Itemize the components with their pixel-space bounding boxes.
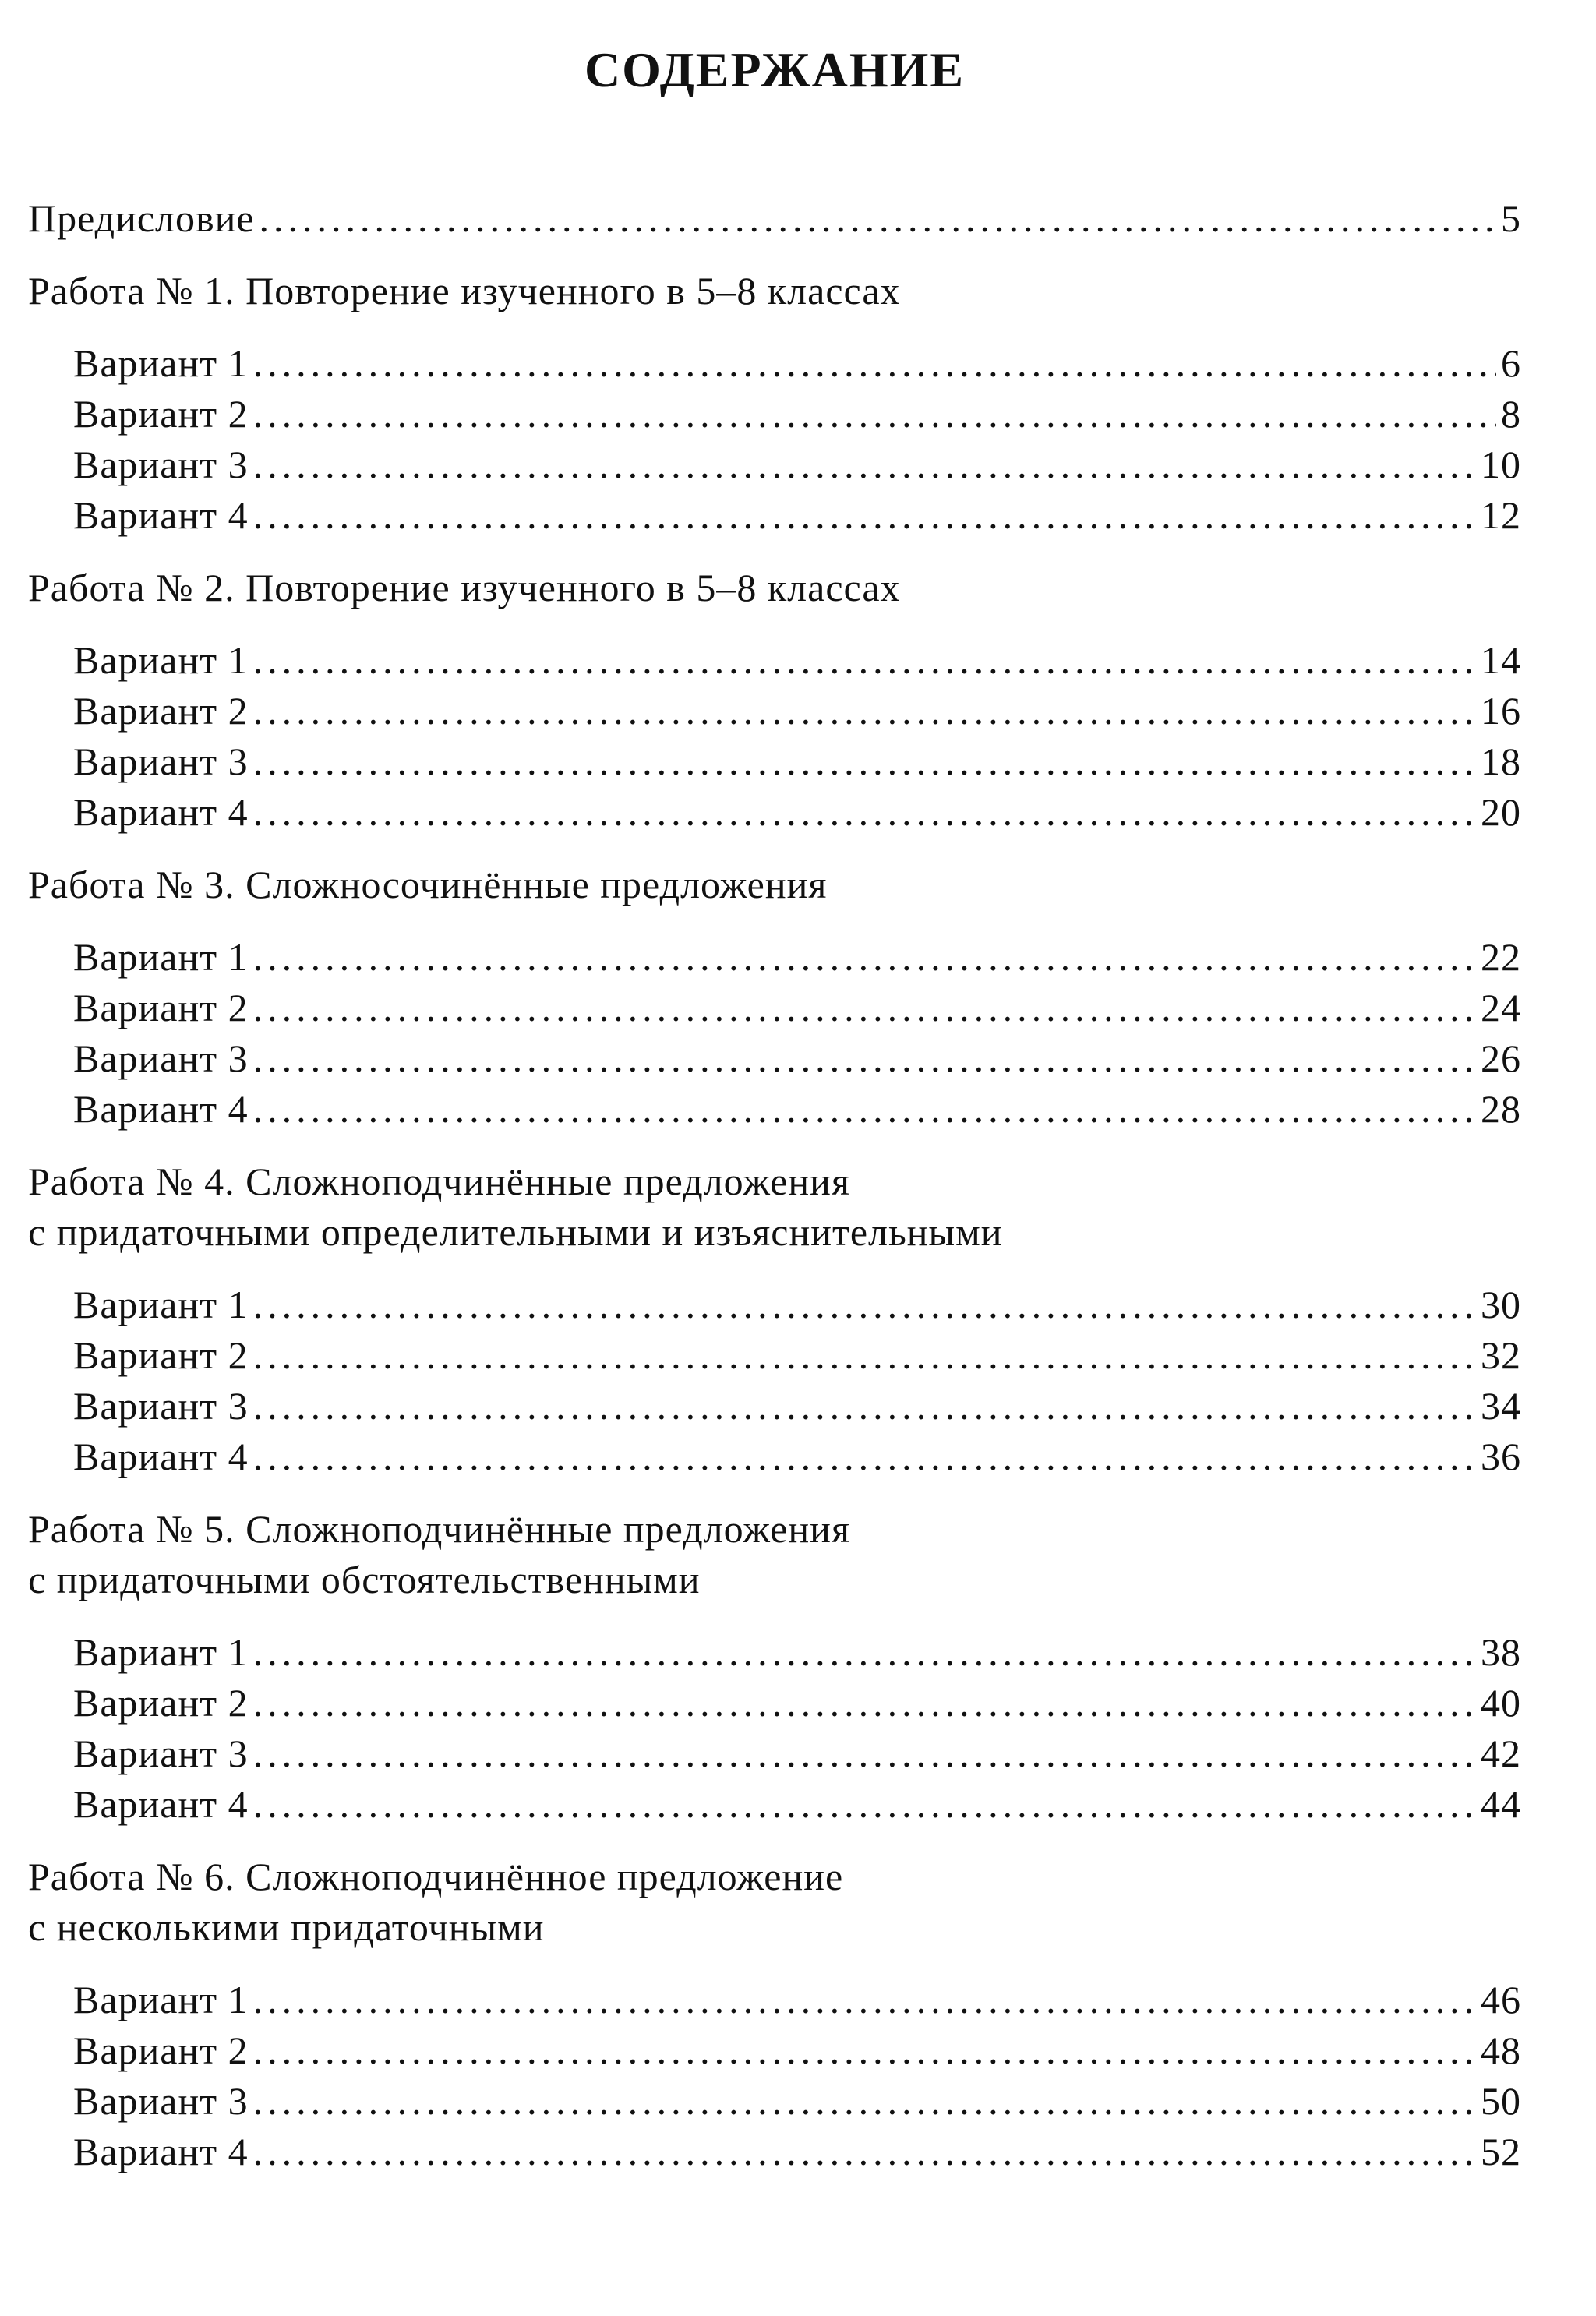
section-title (28, 266, 1521, 316)
section-title (28, 1156, 1521, 1258)
toc-entry-label: Вариант 3 (73, 740, 249, 783)
toc-entry-page: 26 (1481, 1036, 1521, 1080)
dot-leader (253, 1033, 1476, 1084)
dot-leader (253, 1627, 1476, 1678)
dot-leader (253, 1728, 1476, 1779)
dot-leader (253, 338, 1496, 389)
toc-entry-label: Вариант 4 (73, 493, 249, 537)
toc-entry-page: 32 (1481, 1333, 1521, 1377)
toc-entry-page: 46 (1481, 1978, 1521, 2021)
toc-entry-variant (28, 635, 1521, 686)
toc-section-5 (28, 1504, 1521, 1830)
toc-section-6 (28, 1852, 1521, 2177)
toc-section-2 (28, 563, 1521, 838)
dot-leader (253, 932, 1476, 983)
toc-entry-variant (28, 1381, 1521, 1432)
toc-entry-page: 42 (1481, 1732, 1521, 1775)
dot-leader (253, 635, 1476, 686)
toc-entry-variant (28, 1779, 1521, 1830)
toc-entry-label: Вариант 4 (73, 790, 249, 834)
section-title (28, 1852, 1521, 1953)
toc-entry-label: Вариант 2 (73, 1333, 249, 1377)
toc-entry-variant (28, 787, 1521, 838)
toc-entry-variant (28, 1033, 1521, 1084)
toc-entry-variant (28, 1627, 1521, 1678)
toc-entry-page: 44 (1481, 1782, 1521, 1826)
toc-entry-page: 48 (1481, 2028, 1521, 2072)
dot-leader (253, 983, 1476, 1033)
variant-list (28, 1280, 1521, 1482)
dot-leader (253, 2025, 1476, 2076)
toc-section-4 (28, 1156, 1521, 1482)
variant-list (28, 1975, 1521, 2177)
section-title-line: с придаточными обстоятельственными (28, 1558, 701, 1601)
toc-entry-label: Вариант 2 (73, 2028, 249, 2072)
toc-sections (28, 266, 1521, 2177)
toc-entry-variant (28, 2025, 1521, 2076)
toc-entry-page: 28 (1481, 1087, 1521, 1131)
section-title-line: Работа № 4. Сложноподчинённые предложения (28, 1160, 850, 1203)
section-title-line: с несколькими придаточными (28, 1905, 545, 1949)
toc-entry-page: 50 (1481, 2079, 1521, 2123)
toc-entry-label: Вариант 1 (73, 341, 249, 385)
toc-entry-page: 24 (1481, 986, 1521, 1029)
dot-leader (253, 1330, 1476, 1381)
toc-entry-page: 34 (1481, 1384, 1521, 1428)
dot-leader (253, 736, 1476, 787)
dot-leader (253, 2127, 1476, 2177)
toc-entry-label: Вариант 2 (73, 689, 249, 733)
page-title: СОДЕРЖАНИЕ (584, 42, 966, 97)
toc-entry-variant (28, 338, 1521, 389)
toc-section-3 (28, 860, 1521, 1135)
toc-entry-variant (28, 389, 1521, 440)
toc-entry-label: Предисловие (28, 196, 255, 240)
dot-leader (253, 1432, 1476, 1482)
toc-entry-label: Вариант 2 (73, 392, 249, 436)
toc-entry-label: Вариант 4 (73, 2130, 249, 2173)
toc-entry-label: Вариант 3 (73, 1384, 249, 1428)
toc-entry-label: Вариант 4 (73, 1435, 249, 1478)
toc-entry-page: 22 (1481, 935, 1521, 979)
dot-leader (253, 1975, 1476, 2025)
dot-leader (253, 440, 1476, 490)
variant-list (28, 338, 1521, 541)
toc-entry-label: Вариант 4 (73, 1782, 249, 1826)
dot-leader (253, 686, 1476, 736)
toc-entry-label: Вариант 1 (73, 935, 249, 979)
toc-entry-variant (28, 490, 1521, 541)
toc-entry-variant (28, 983, 1521, 1033)
toc-entry-label: Вариант 1 (73, 638, 249, 682)
toc-entry-label: Вариант 1 (73, 1283, 249, 1326)
dot-leader (253, 1084, 1476, 1135)
toc-entry-label: Вариант 3 (73, 443, 249, 486)
toc-entry-variant (28, 932, 1521, 983)
toc-entry-variant (28, 1280, 1521, 1330)
variant-list (28, 1627, 1521, 1830)
toc-entry-variant (28, 736, 1521, 787)
toc-entry-label: Вариант 4 (73, 1087, 249, 1131)
toc-entry-label: Вариант 3 (73, 1732, 249, 1775)
section-title-line: Работа № 5. Сложноподчинённые предложения (28, 1507, 850, 1551)
dot-leader (253, 1779, 1476, 1830)
toc-entry-page: 14 (1481, 638, 1521, 682)
section-title (28, 860, 1521, 910)
toc-entry-variant (28, 1678, 1521, 1728)
section-title-line: Работа № 1. Повторение изученного в 5–8 классах (28, 269, 901, 312)
toc-entry-page: 38 (1481, 1630, 1521, 1674)
toc-entry-label: Вариант 1 (73, 1978, 249, 2021)
dot-leader (253, 1280, 1476, 1330)
toc-entry-variant (28, 1728, 1521, 1779)
section-title (28, 1504, 1521, 1605)
variant-list (28, 635, 1521, 838)
toc-entry-page: 52 (1481, 2130, 1521, 2173)
dot-leader (253, 787, 1476, 838)
toc-entry-label: Вариант 1 (73, 1630, 249, 1674)
section-title-line: Работа № 2. Повторение изученного в 5–8 классах (28, 566, 901, 609)
toc-entry-page: 30 (1481, 1283, 1521, 1326)
dot-leader (253, 2076, 1476, 2127)
toc-entry-page: 16 (1481, 689, 1521, 733)
dot-leader (253, 389, 1496, 440)
toc-entry-variant (28, 2127, 1521, 2177)
section-title-line: с придаточными определительными и изъяснительными (28, 1210, 1003, 1254)
dot-leader (253, 1381, 1476, 1432)
toc-entry-label: Вариант 2 (73, 1681, 249, 1725)
toc-entry-page: 5 (1501, 196, 1521, 240)
toc-entry-variant (28, 1084, 1521, 1135)
toc-entry-label: Вариант 3 (73, 1036, 249, 1080)
toc-entry-page: 6 (1501, 341, 1521, 385)
toc-entry-page: 18 (1481, 740, 1521, 783)
toc-entry-page: 8 (1501, 392, 1521, 436)
toc-entry-page: 10 (1481, 443, 1521, 486)
dot-leader (260, 193, 1496, 244)
toc-entry-variant (28, 2076, 1521, 2127)
toc-section-1 (28, 266, 1521, 541)
toc-entry-label: Вариант 3 (73, 2079, 249, 2123)
toc-entry-variant (28, 1330, 1521, 1381)
dot-leader (253, 1678, 1476, 1728)
toc-entry-page: 40 (1481, 1681, 1521, 1725)
dot-leader (253, 490, 1476, 541)
toc-entry-variant (28, 686, 1521, 736)
toc-entry-variant (28, 1432, 1521, 1482)
section-title-line: Работа № 3. Сложносочинённые предложения (28, 863, 828, 906)
toc-entry-variant (28, 1975, 1521, 2025)
toc-entry-page: 12 (1481, 493, 1521, 537)
toc-entry-page: 36 (1481, 1435, 1521, 1478)
toc-entry-preface (28, 193, 1521, 244)
toc-entry-variant (28, 440, 1521, 490)
section-title (28, 563, 1521, 613)
section-title-line: Работа № 6. Сложноподчинённое предложение (28, 1855, 844, 1898)
toc-entry-label: Вариант 2 (73, 986, 249, 1029)
variant-list (28, 932, 1521, 1135)
toc-entry-page: 20 (1481, 790, 1521, 834)
